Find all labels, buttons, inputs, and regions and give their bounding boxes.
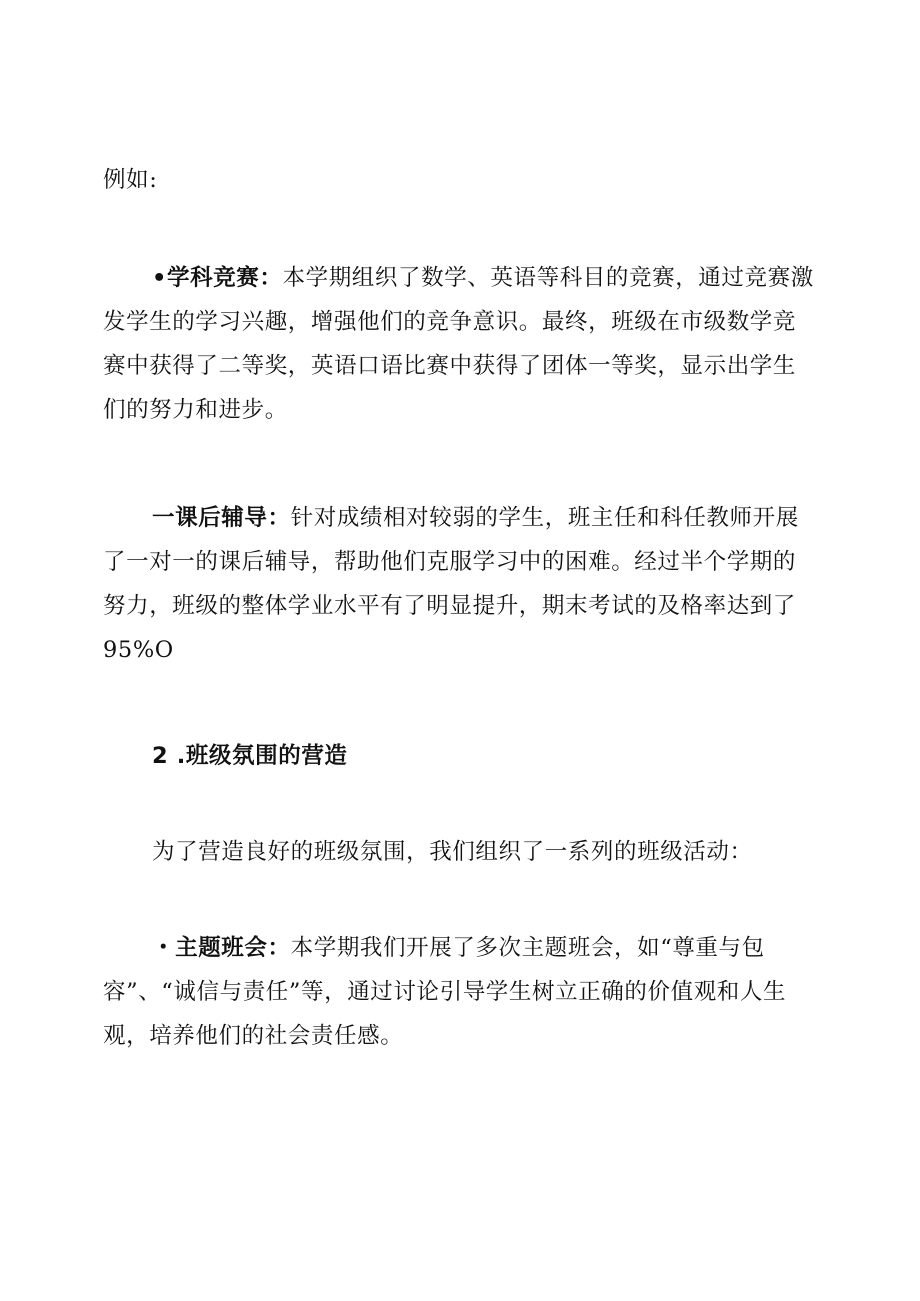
paragraph-text-line: 针对成绩相对较弱的学生，班主任和科任教师开展 bbox=[290, 505, 799, 531]
section-heading: 2 .班级氛围的营造 bbox=[152, 743, 348, 769]
paragraph-competition bbox=[103, 256, 823, 432]
paragraph-label: 学科竞赛： bbox=[166, 265, 283, 291]
paragraph-text-line: 赛中获得了二等奖，英语口语比赛中获得了团体一等奖，显示出学生 bbox=[103, 353, 797, 379]
paragraph-text-line: 本学期我们开展了多次主题班会，如“尊重与包 bbox=[290, 935, 765, 961]
paragraph-text-line: 发学生的学习兴趣，增强他们的竞争意识。最终，班级在市级数学竞 bbox=[103, 309, 797, 335]
bullet-dash: 一 bbox=[152, 505, 176, 531]
bullet-dot: • bbox=[152, 265, 167, 291]
bullet-middle-dot: ・ bbox=[152, 935, 176, 961]
paragraph-text-line: 观，培养他们的社会责任感。 bbox=[103, 1023, 404, 1049]
paragraph-class-meeting bbox=[103, 926, 823, 1058]
intro-text: 例如: bbox=[103, 167, 158, 193]
paragraph-first-line bbox=[103, 256, 823, 300]
paragraph-text-line: 本学期组织了数学、英语等科目的竞赛，通过竞赛激 bbox=[282, 265, 814, 291]
paragraph-first-line bbox=[103, 496, 823, 540]
paragraph-text-line: 容”、“诚信与责任”等，通过讨论引导学生树立正确的价值观和人生 bbox=[103, 979, 787, 1005]
paragraph-text-line: 95%O bbox=[103, 637, 174, 663]
paragraph-label: 主题班会： bbox=[175, 935, 291, 961]
paragraph-text-line: 了一对一的课后辅导，帮助他们克服学习中的困难。经过半个学期的 bbox=[103, 549, 797, 575]
paragraph-tutoring bbox=[103, 496, 823, 672]
paragraph-text-line: 们的努力和进步。 bbox=[103, 397, 288, 423]
paragraph-text-line: 努力，班级的整体学业水平有了明显提升，期末考试的及格率达到了 bbox=[103, 593, 797, 619]
paragraph-first-line bbox=[103, 926, 823, 970]
paragraph-label: 课后辅导： bbox=[175, 505, 291, 531]
section-intro-text: 为了营造良好的班级氛围，我们组织了一系列的班级活动： bbox=[152, 839, 753, 865]
